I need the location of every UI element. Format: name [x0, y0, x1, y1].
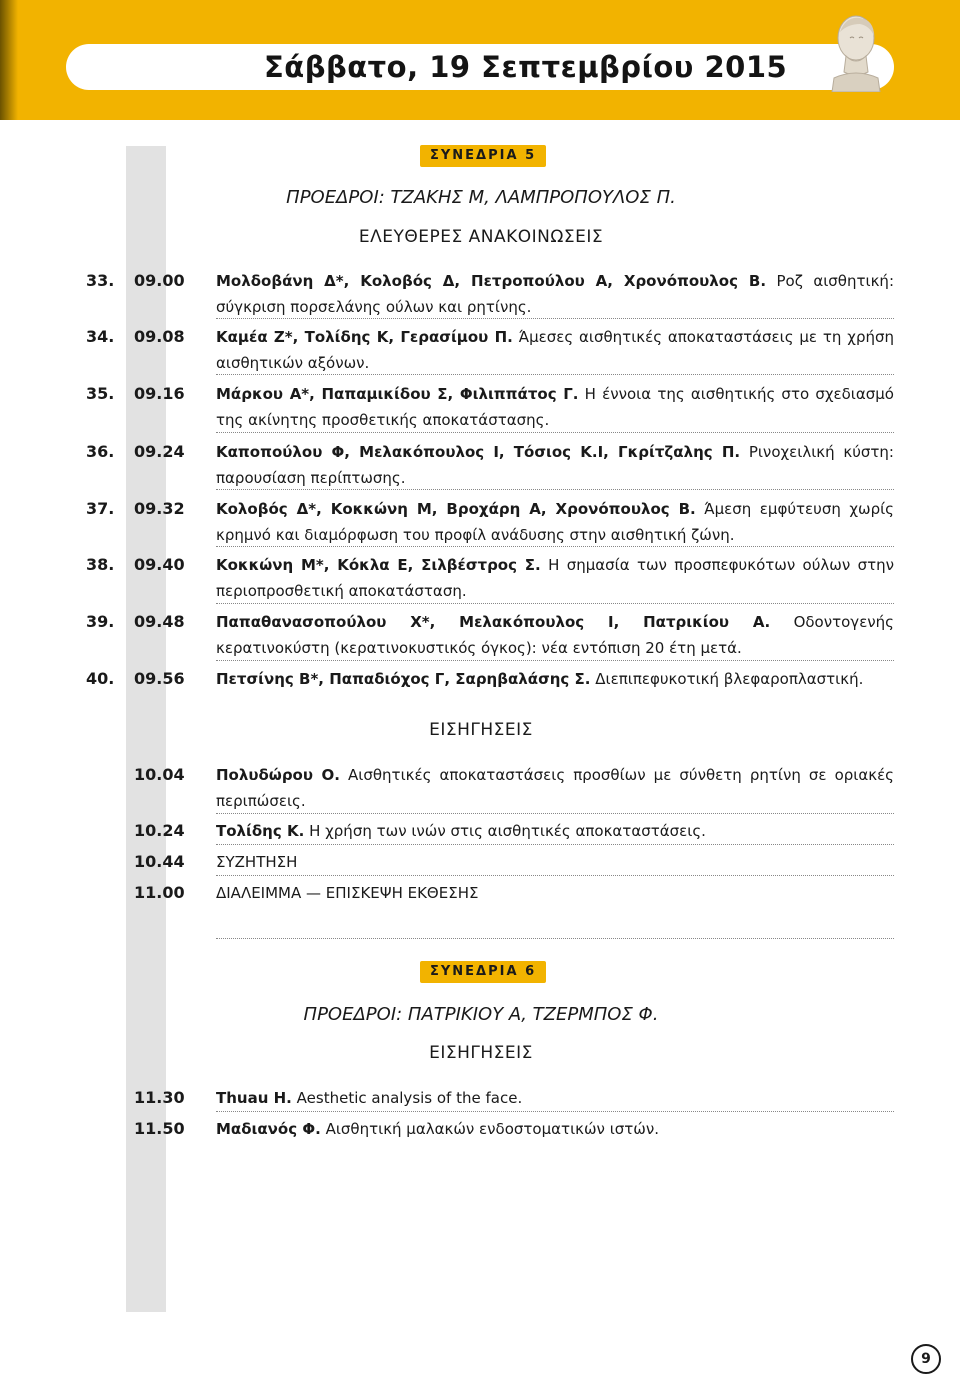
- item-time: 10.24: [134, 821, 185, 840]
- item-number: 40.: [86, 669, 115, 688]
- item-authors: Μολδοβάνη Δ*, Κολοβός Δ, Πετροπούλου Α, Χρονόπουλος Β.: [216, 272, 767, 290]
- section-heading: ΕΙΣΗΓΗΣΕΙΣ: [429, 1043, 533, 1063]
- session-chairs: ΠΡΟΕΔΡΟΙ: ΤΖΑΚΗΣ Μ, ΛΑΜΠΡΟΠΟΥΛΟΣ Π.: [286, 187, 676, 208]
- item-title: Άμεση εμφύτευση χωρίς κρημνό και διαμόρφωση του προφίλ ανάδυσης στην αισθητική ζώνη.: [216, 500, 894, 544]
- item-time: 09.16: [134, 384, 185, 403]
- divider: [216, 318, 894, 319]
- classical-bust-icon: [826, 12, 884, 92]
- divider: [216, 813, 894, 814]
- item-time: 09.40: [134, 555, 185, 574]
- item-title: Η χρήση των ινών στις αισθητικές αποκαταστάσεις.: [309, 822, 706, 840]
- item-text: [216, 552, 894, 604]
- item-text: [216, 1085, 894, 1111]
- divider: [216, 1111, 894, 1112]
- item-time: 11.50: [134, 1119, 185, 1138]
- divider: [216, 938, 894, 939]
- item-text: [216, 496, 894, 548]
- item-time: 11.00: [134, 883, 185, 902]
- item-title: Αισθητικές αποκαταστάσεις προσθίων με σύνθετη ρητίνη σε οριακές περιπώσεις.: [216, 766, 894, 810]
- item-text: ΣΥΖΗΤΗΣΗ: [216, 853, 298, 871]
- item-number: 34.: [86, 327, 115, 346]
- page-title: Σάββατο, 19 Σεπτεμβρίου 2015: [264, 50, 788, 84]
- item-number: 36.: [86, 442, 115, 461]
- section-heading: ΕΛΕΥΘΕΡΕΣ ΑΝΑΚΟΙΝΩΣΕΙΣ: [358, 227, 604, 247]
- item-authors: Thuau H.: [216, 1089, 292, 1107]
- item-time: 09.48: [134, 612, 185, 631]
- item-title: Άμεσες αισθητικές αποκαταστάσεις με τη χρήση αισθητικών αξόνων.: [216, 328, 894, 372]
- item-authors: Πετσίνης Β*, Παπαδιόχος Γ, Σαρηβαλάσης Σ.: [216, 670, 591, 688]
- session-chairs: ΠΡΟΕΔΡΟΙ: ΠΑΤΡΙΚΙΟΥ Α, ΤΖΕΡΜΠΟΣ Φ.: [303, 1004, 659, 1025]
- item-authors: Τολίδης Κ.: [216, 822, 305, 840]
- item-authors: Κολοβός Δ*, Κοκκώνη Μ, Βροχάρη Α, Χρονόπουλος Β.: [216, 500, 696, 518]
- item-authors: Μαδιανός Φ.: [216, 1120, 321, 1138]
- item-text: ΔΙΑΛΕΙΜΜΑ — ΕΠΙΣΚΕΨΗ ΕΚΘΕΣΗΣ: [216, 884, 479, 902]
- session-badge: ΣΥΝΕΔΡΙΑ 5: [420, 145, 546, 167]
- header-shadow: [0, 0, 18, 120]
- item-time: 09.56: [134, 669, 185, 688]
- item-text: [216, 381, 894, 433]
- item-title: Οδοντογενής κερατινοκύστη (κερατινοκυστικός όγκος): νέα εντόπιση 20 έτη μετά.: [216, 613, 894, 657]
- item-number: 33.: [86, 271, 115, 290]
- item-text: [216, 324, 894, 376]
- item-title: Διεπιπεφυκοτική βλεφαροπλαστική.: [595, 670, 864, 688]
- item-title: Aesthetic analysis of the face.: [296, 1089, 523, 1107]
- item-authors: Μάρκου Α*, Παπαμικίδου Σ, Φιλιππάτος Γ.: [216, 385, 579, 403]
- item-text: [216, 762, 894, 814]
- item-text: [216, 818, 894, 844]
- item-time: 09.08: [134, 327, 185, 346]
- item-authors: Παπαθανασοπούλου Χ*, Μελακόπουλος Ι, Πατρικίου Α.: [216, 613, 771, 631]
- item-time: 09.24: [134, 442, 185, 461]
- item-text: [216, 609, 894, 661]
- item-time: 11.30: [134, 1088, 185, 1107]
- item-time: 09.00: [134, 271, 185, 290]
- item-number: 37.: [86, 499, 115, 518]
- divider: [216, 374, 894, 375]
- item-text: [216, 439, 894, 491]
- item-title: Ροζ αισθητική: σύγκριση πορσελάνης ούλων και ρητίνης.: [216, 272, 894, 316]
- item-number: 39.: [86, 612, 115, 631]
- item-number: 38.: [86, 555, 115, 574]
- item-authors: Καποπούλου Φ, Μελακόπουλος Ι, Τόσιος Κ.Ι, Γκρίτζαλης Π.: [216, 443, 741, 461]
- item-time: 10.04: [134, 765, 185, 784]
- item-authors: Πολυδώρου Ο.: [216, 766, 340, 784]
- divider: [216, 875, 894, 876]
- item-authors: Καμέα Ζ*, Τολίδης Κ, Γερασίμου Π.: [216, 328, 513, 346]
- session-badge: ΣΥΝΕΔΡΙΑ 6: [420, 961, 546, 983]
- item-text: [216, 268, 894, 320]
- section-heading: ΕΙΣΗΓΗΣΕΙΣ: [429, 720, 533, 740]
- divider: [216, 660, 894, 661]
- page-number: 9: [911, 1344, 941, 1374]
- item-title: Η έννοια της αισθητικής στο σχεδιασμό της ακίνητης προσθετικής αποκατάστασης.: [216, 385, 894, 429]
- divider: [216, 489, 894, 490]
- item-authors: Κοκκώνη Μ*, Κόκλα Ε, Σιλβέστρος Σ.: [216, 556, 541, 574]
- item-title: Η σημασία των προσπεφυκότων ούλων στην περιοπροσθετική αποκατάσταση.: [216, 556, 894, 600]
- item-text: [216, 666, 894, 692]
- item-number: 35.: [86, 384, 115, 403]
- divider: [216, 546, 894, 547]
- divider: [216, 603, 894, 604]
- divider: [216, 844, 894, 845]
- divider: [216, 432, 894, 433]
- item-title: Αισθητική μαλακών ενδοστοματικών ιστών.: [325, 1120, 660, 1138]
- item-time: 10.44: [134, 852, 185, 871]
- item-time: 09.32: [134, 499, 185, 518]
- item-title: Ρινοχειλική κύστη: παρουσίαση περίπτωσης.: [216, 443, 894, 487]
- item-text: [216, 1116, 894, 1142]
